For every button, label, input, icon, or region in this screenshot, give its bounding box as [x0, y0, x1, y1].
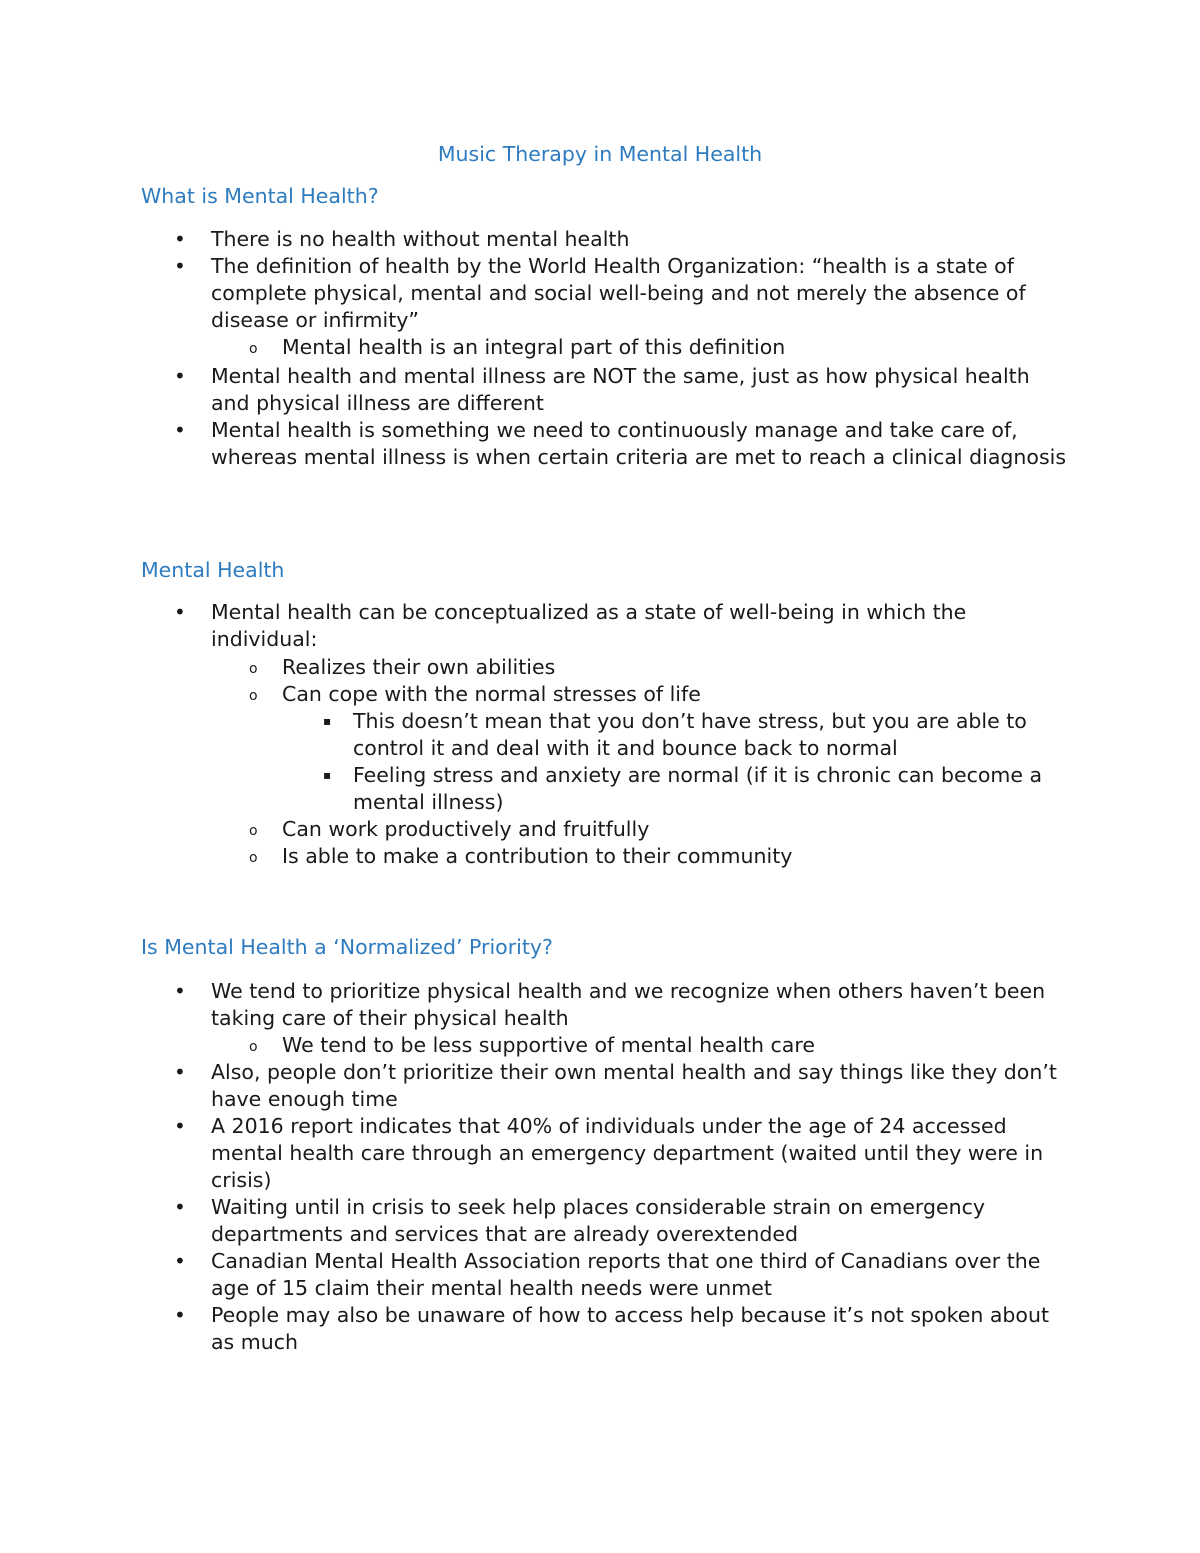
- list-item-text: Feeling stress and anxiety are normal (if it is chronic can become a mental illness): [353, 763, 1043, 814]
- list-item: [211, 681, 1071, 816]
- list-item-text: Waiting until in crisis to seek help places considerable strain on emergency departments and services that are already overextended: [211, 1195, 986, 1246]
- bullet-marker: •: [174, 979, 186, 1003]
- list-item: [0, 1302, 1071, 1356]
- bullet-marker: •: [174, 1249, 186, 1273]
- list-item: [282, 762, 1071, 816]
- list-item-text: A 2016 report indicates that 40% of individuals under the age of 24 accessed mental health care through an emergency department (waited until they were in crisis): [211, 1114, 1044, 1192]
- sub-list: [211, 1032, 1071, 1059]
- bullet-marker: •: [174, 1195, 186, 1219]
- sub-sub-list: [282, 708, 1071, 816]
- bullet-marker: o: [249, 850, 258, 866]
- list-item-text: Mental health is an integral part of this definition: [282, 335, 786, 359]
- sub-list: [211, 654, 1071, 870]
- sub-list: [211, 334, 1071, 361]
- bullet-marker: o: [249, 823, 258, 839]
- bullet-marker: o: [249, 688, 258, 704]
- list-item-text: Can cope with the normal stresses of life: [282, 682, 701, 706]
- list-item: [211, 843, 1071, 870]
- section-heading: Mental Health: [141, 558, 285, 582]
- list-item: [0, 599, 1071, 870]
- list-item-text: The definition of health by the World Health Organization: “health is a state of complete physical, mental and social well-being and not merely the absence of disease or infirmity”: [211, 254, 1026, 332]
- bullet-marker: •: [174, 1114, 186, 1138]
- list-item: [211, 816, 1071, 843]
- bullet-marker: ▪: [323, 768, 332, 782]
- section-heading: What is Mental Health?: [141, 184, 379, 208]
- bullet-marker: •: [174, 227, 186, 251]
- list-item-text: Can work productively and fruitfully: [282, 817, 650, 841]
- list-item-text: Canadian Mental Health Association reports that one third of Canadians over the age of 15 claim their mental health needs were unmet: [211, 1249, 1041, 1300]
- bullet-list: [0, 226, 1200, 471]
- list-item: [0, 226, 1071, 253]
- bullet-marker: o: [249, 1039, 258, 1055]
- list-item-text: Realizes their own abilities: [282, 655, 556, 679]
- list-item: [0, 363, 1071, 417]
- list-item: [211, 654, 1071, 681]
- list-item: [0, 978, 1071, 1059]
- list-item: [211, 1032, 1071, 1059]
- list-item: [0, 1194, 1071, 1248]
- list-item-text: Mental health is something we need to continuously manage and take care of, whereas mental illness is when certain criteria are met to reach a clinical diagnosis: [211, 418, 1066, 469]
- bullet-marker: o: [249, 341, 258, 357]
- section-heading: Is Mental Health a ‘Normalized’ Priority?: [141, 935, 553, 959]
- list-item: [0, 417, 1071, 471]
- bullet-list: [0, 978, 1200, 1356]
- list-item-text: This doesn’t mean that you don’t have stress, but you are able to control it and deal with it and bounce back to normal: [353, 709, 1027, 760]
- list-item: [211, 334, 1071, 361]
- list-item: [0, 1248, 1071, 1302]
- bullet-marker: •: [174, 254, 186, 278]
- bullet-marker: o: [249, 661, 258, 677]
- bullet-marker: •: [174, 1060, 186, 1084]
- list-item-text: Mental health and mental illness are NOT the same, just as how physical health and physical illness are different: [211, 364, 1030, 415]
- list-item: [0, 253, 1071, 361]
- list-item: [0, 1113, 1071, 1194]
- list-item-text: Mental health can be conceptualized as a state of well-being in which the individual:: [211, 600, 967, 651]
- bullet-marker: •: [174, 364, 186, 388]
- list-item-text: There is no health without mental health: [211, 227, 630, 251]
- bullet-list: [0, 599, 1200, 870]
- list-item-text: We tend to be less supportive of mental health care: [282, 1033, 815, 1057]
- list-item: [282, 708, 1071, 762]
- bullet-marker: •: [174, 418, 186, 442]
- bullet-marker: •: [174, 1303, 186, 1327]
- list-item-text: We tend to prioritize physical health and we recognize when others haven’t been taking care of their physical health: [211, 979, 1046, 1030]
- bullet-marker: •: [174, 600, 186, 624]
- list-item-text: People may also be unaware of how to access help because it’s not spoken about as much: [211, 1303, 1049, 1354]
- list-item-text: Also, people don’t prioritize their own mental health and say things like they don’t have enough time: [211, 1060, 1057, 1111]
- bullet-marker: ▪: [323, 714, 332, 728]
- document-title: Music Therapy in Mental Health: [437, 142, 763, 166]
- list-item-text: Is able to make a contribution to their community: [282, 844, 793, 868]
- list-item: [0, 1059, 1071, 1113]
